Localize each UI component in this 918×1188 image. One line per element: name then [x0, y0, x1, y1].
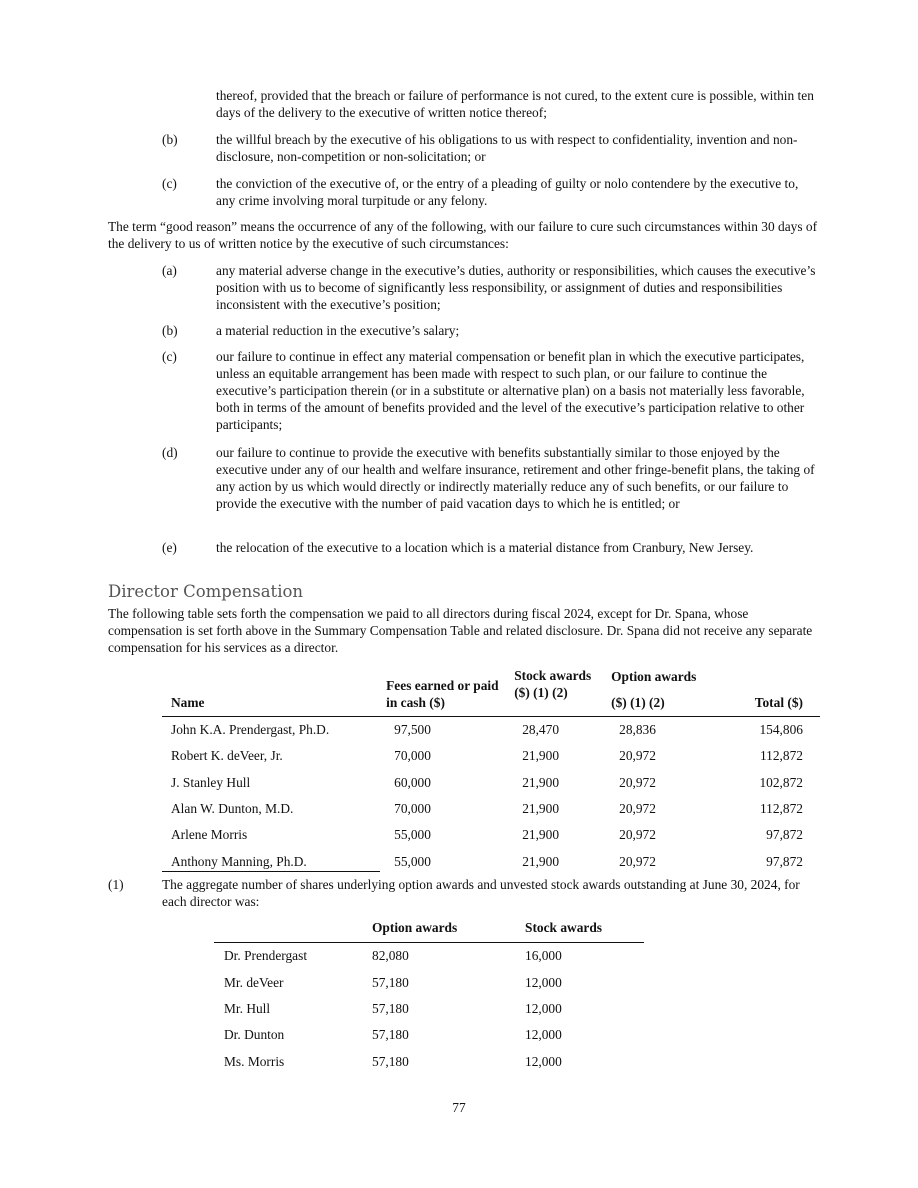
fees-cell: 70,000	[394, 801, 431, 817]
cause-item-b	[162, 131, 818, 165]
header-option-bottom: ($) (1) (2)	[611, 694, 665, 710]
option-cell: 20,972	[619, 801, 656, 817]
fees-cell: 60,000	[394, 774, 431, 790]
table-row	[162, 795, 820, 821]
option-cell: 57,180	[372, 1000, 409, 1016]
good-reason-item-label: (d)	[162, 445, 178, 460]
header-stock-awards: Stock awards	[525, 914, 644, 942]
header-option-awards: Option awards	[372, 914, 525, 942]
fees-cell: 70,000	[394, 748, 431, 764]
total-cell: 102,872	[759, 774, 803, 790]
good-reason-item-text: any material adverse change in the executive’s duties, authority or responsibilities, which causes the executive’s position with us to become of significantly less responsibility, or assignment of duties and responsibilities inconsistent with the executive’s position;	[216, 263, 816, 312]
option-cell: 57,180	[372, 1027, 409, 1043]
director-name: J. Stanley Hull	[171, 774, 251, 790]
footnote-divider	[162, 871, 380, 872]
stock-cell: 12,000	[525, 1053, 562, 1069]
cause-item-text: the willful breach by the executive of his obligations to us with respect to confidentiality, invention and non-disclosure, non-competition or non-solicitation; or	[216, 132, 798, 164]
stock-cell: 28,470	[522, 722, 560, 738]
director-name: Mr. deVeer	[224, 974, 284, 990]
fees-cell: 55,000	[394, 827, 431, 843]
director-name: John K.A. Prendergast, Ph.D.	[171, 722, 330, 738]
table-row	[214, 942, 644, 969]
cause-item-label: (b)	[162, 132, 178, 147]
table-row	[162, 769, 820, 795]
stock-cell: 21,900	[522, 853, 560, 869]
good-reason-item-label: (a)	[162, 263, 177, 278]
stock-cell: 16,000	[525, 948, 562, 964]
header-total: Total ($)	[714, 661, 820, 716]
table-row	[214, 969, 644, 995]
option-cell: 57,180	[372, 1053, 409, 1069]
good-reason-item-text: our failure to continue to provide the executive with benefits substantially similar to those enjoyed by the executive under any of our health and welfare insurance, retirement and other fringe-benefit plans, the taking of any action by us which would directly or indirectly materially reduce any of such benefits, or our failure to provide the executive with the number of paid vacation days to which he is entitled; or	[216, 445, 815, 511]
outstanding-awards-table	[214, 914, 644, 1074]
section-intro: The following table sets forth the compensation we paid to all directors during fiscal 2024, except for Dr. Spana, whose compensation is set forth above in the Summary Compensation Table and related disclosure. Dr. Spana did not receive any separate compensation for his services as a director.	[108, 606, 813, 655]
header-option-top: Option awards	[611, 668, 697, 684]
total-cell: 97,872	[766, 853, 803, 869]
good-reason-item-text: the relocation of the executive to a location which is a material distance from Cranbury, New Jersey.	[216, 540, 754, 555]
director-name: Anthony Manning, Ph.D.	[171, 853, 307, 869]
cause-item-text: the conviction of the executive of, or the entry of a pleading of guilty or nolo contendere by the executive to, any crime involving moral turpitude or any felony.	[216, 176, 799, 208]
header-name: Name	[162, 661, 386, 716]
footnote-1	[108, 876, 820, 910]
director-name: Arlene Morris	[171, 827, 248, 843]
total-cell: 154,806	[759, 722, 803, 738]
option-cell: 82,080	[372, 948, 409, 964]
header-fees: Fees earned or paid in cash ($)	[386, 661, 514, 716]
director-name: Ms. Morris	[224, 1053, 285, 1069]
page-number: 77	[452, 1100, 466, 1115]
good-reason-intro: The term “good reason” means the occurrence of any of the following, with our failure to cure such circumstances within 30 days of the delivery to us of written notice by the executive of such circumstances:	[108, 219, 818, 251]
good-reason-item-label: (e)	[162, 540, 177, 555]
table-row	[162, 743, 820, 769]
director-name: Alan W. Dunton, M.D.	[171, 801, 294, 817]
table-row	[162, 716, 820, 743]
good-reason-item-e	[162, 539, 818, 556]
header-stock-text: Stock awards ($) (1) (2)	[514, 667, 592, 700]
option-cell: 20,972	[619, 853, 656, 869]
director-compensation-table	[162, 661, 820, 874]
stock-cell: 12,000	[525, 974, 562, 990]
option-cell: 20,972	[619, 748, 656, 764]
director-name: Dr. Prendergast	[224, 948, 308, 964]
section-heading: Director Compensation	[108, 582, 304, 601]
total-cell: 112,872	[759, 748, 803, 764]
continuation-text: thereof, provided that the breach or failure of performance is not cured, to the extent cure is possible, within ten days of the delivery to the executive of written notice thereof;	[216, 88, 814, 120]
fees-cell: 55,000	[394, 853, 431, 869]
cause-item-c	[162, 175, 818, 209]
fees-cell: 97,500	[394, 722, 431, 738]
footnote-text: The aggregate number of shares underlying option awards and unvested stock awards outstanding at June 30, 2024, for each director was:	[162, 877, 800, 909]
header-option	[611, 661, 714, 716]
good-reason-item-a	[162, 262, 818, 313]
table-row	[214, 1022, 644, 1048]
table-row	[214, 1048, 644, 1074]
option-cell: 57,180	[372, 974, 409, 990]
stock-cell: 21,900	[522, 801, 560, 817]
table-header-row	[162, 661, 820, 716]
stock-cell: 21,900	[522, 827, 560, 843]
stock-cell: 12,000	[525, 1027, 562, 1043]
option-cell: 20,972	[619, 774, 656, 790]
good-reason-item-text: our failure to continue in effect any material compensation or benefit plan in which the executive participates, unless an equitable arrangement has been made with respect to such plan, or our failure to continue the executive’s participation therein (or in a substitute or alternative plan) on a basis not materially less favorable, both in terms of the amount of benefits provided and the level of the executive’s participation relative to other participants;	[216, 349, 805, 432]
table-row	[214, 995, 644, 1021]
stock-cell: 12,000	[525, 1000, 562, 1016]
option-cell: 28,836	[619, 722, 656, 738]
table-header-row	[214, 914, 644, 942]
good-reason-item-label: (b)	[162, 323, 178, 338]
good-reason-item-c	[162, 348, 818, 433]
option-cell: 20,972	[619, 827, 656, 843]
director-name: Robert K. deVeer, Jr.	[171, 748, 283, 764]
good-reason-item-d	[162, 444, 818, 512]
cause-item-label: (c)	[162, 176, 177, 191]
stock-cell: 21,900	[522, 774, 560, 790]
stock-cell: 21,900	[522, 748, 560, 764]
total-cell: 97,872	[766, 827, 803, 843]
table-row	[162, 822, 820, 848]
header-stock	[514, 661, 611, 716]
director-name: Mr. Hull	[224, 1000, 271, 1016]
good-reason-item-label: (c)	[162, 349, 177, 364]
footnote-label: (1)	[108, 877, 124, 892]
header-director	[214, 914, 372, 942]
good-reason-item-b	[162, 322, 818, 339]
director-name: Dr. Dunton	[224, 1027, 285, 1043]
total-cell: 112,872	[759, 801, 803, 817]
good-reason-item-text: a material reduction in the executive’s salary;	[216, 323, 460, 338]
